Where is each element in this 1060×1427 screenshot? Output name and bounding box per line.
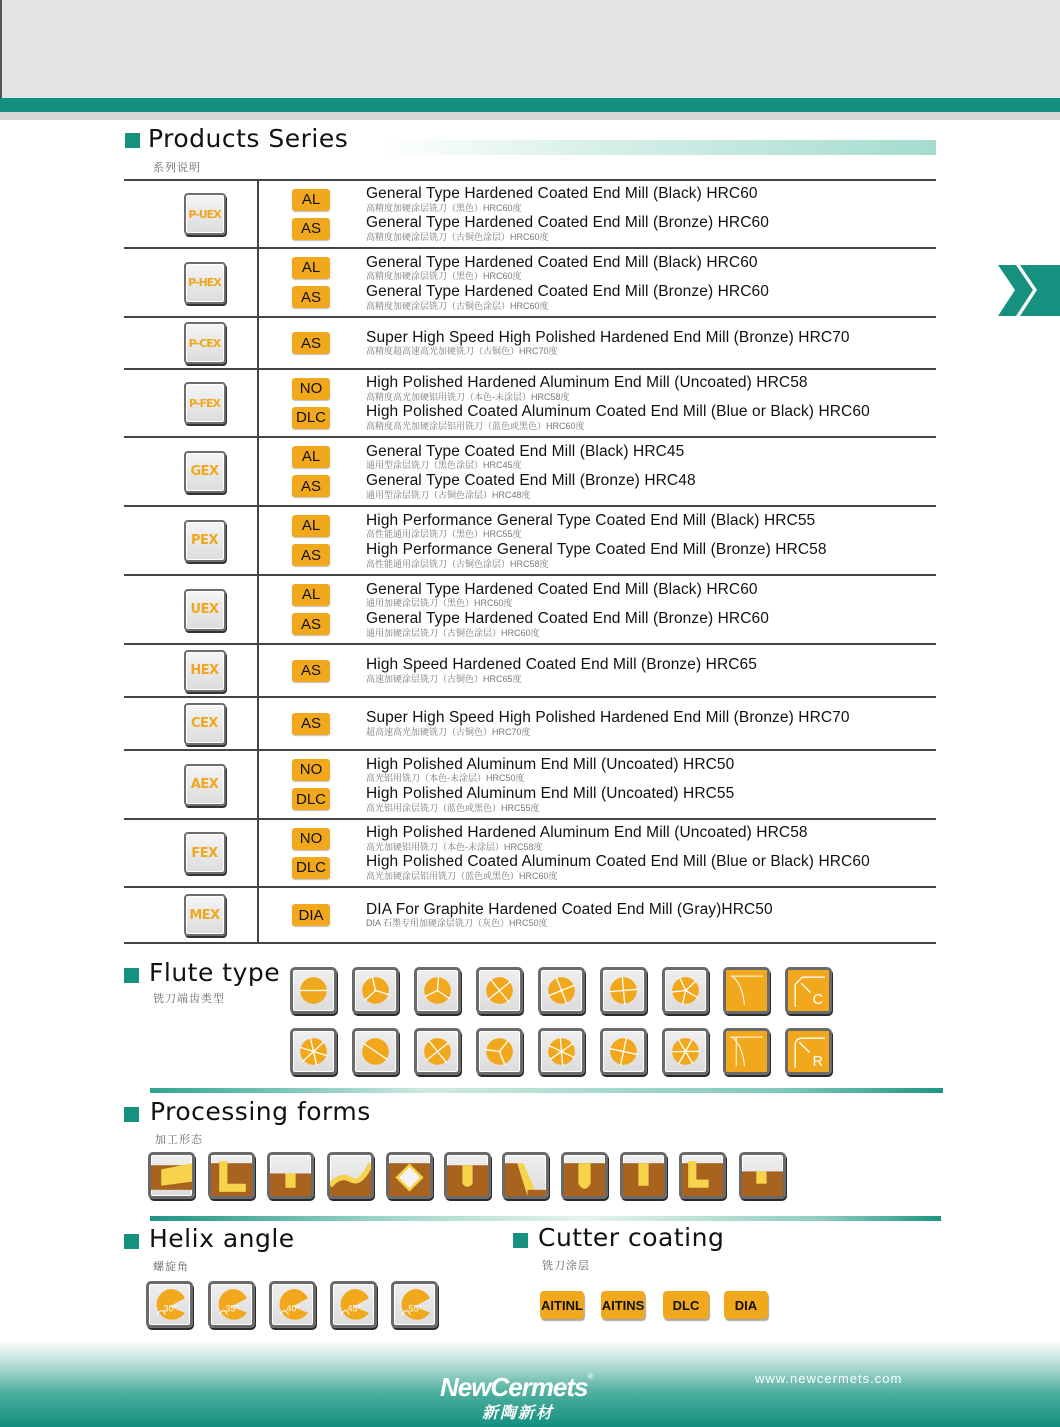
coating-badge: DLC: [292, 788, 330, 810]
coating-badge: NO: [292, 759, 330, 781]
description-en: High Performance General Type Coated End Mill (Bronze) HRC58: [366, 541, 827, 558]
helix-angle-value: 40°: [286, 1303, 301, 1314]
products-series-title: Products Series: [148, 124, 349, 153]
description-cn: 高性能通用涂层铣刀（黑色）HRC55度: [366, 529, 522, 539]
coating-badge: DIA: [292, 904, 330, 926]
description-en: DIA For Graphite Hardened Coated End Mill (Gray)HRC50: [366, 900, 773, 918]
helix-angle-value: 30°: [163, 1303, 178, 1314]
description-cn: 高精度加硬涂层铣刀（古铜色涂层）HRC60度: [366, 300, 549, 311]
series-row: [124, 370, 936, 438]
description-en: High Polished Coated Aluminum Coated End Mill (Blue or Black) HRC60: [366, 853, 870, 871]
item-description: [366, 375, 808, 402]
series-item: [259, 853, 936, 882]
description-cn: 高精度加硬涂层铣刀（黑色）HRC60度: [366, 271, 522, 281]
item-description: [366, 854, 870, 881]
description-en: Super High Speed High Polished Hardened End Mill (Bronze) HRC70: [366, 328, 850, 346]
coating-badge: AS: [292, 332, 330, 354]
item-description: [366, 757, 734, 784]
flute-4-spiral-icon: [414, 1028, 461, 1075]
svg-text:R: R: [812, 1053, 823, 1070]
series-key-button[interactable]: P-HEX: [184, 262, 226, 304]
description-en: General Type Hardened Coated End Mill (Black) HRC60: [366, 185, 758, 203]
helix-angle-value: 45°: [347, 1303, 362, 1314]
series-items: [259, 181, 936, 247]
flute-4-icon: [476, 967, 523, 1014]
flute-2-icon: [290, 967, 337, 1014]
header-shadow-stripe: [0, 112, 1060, 120]
series-item: [259, 708, 936, 740]
description-en: General Type Coated End Mill (Bronze) HRC48: [366, 472, 696, 489]
top-header-band: [0, 0, 1060, 98]
description-cn: 高光加硬铝用铣刀（本色-未涂层）HRC58度: [366, 841, 543, 852]
corner-radius-r-icon: [785, 1028, 832, 1075]
description-en: General Type Hardened Coated End Mill (Black) HRC60: [366, 580, 758, 598]
helix-angle-value: 55°: [408, 1303, 423, 1314]
description-en: General Type Hardened Coated End Mill (Bronze) HRC60: [366, 214, 769, 232]
description-en: High Speed Hardened Coated End Mill (Bronze) HRC65: [366, 656, 757, 674]
series-items: [259, 318, 936, 368]
series-key-button[interactable]: PEX: [184, 520, 226, 562]
series-key-button[interactable]: FEX: [184, 832, 226, 874]
item-description: [366, 710, 850, 737]
series-row: [124, 249, 936, 318]
taper-side-icon: [502, 1152, 549, 1199]
flute-type-subtitle: 铣刀端齿类型: [153, 993, 225, 1005]
series-cell: [124, 438, 259, 505]
svg-text:C: C: [812, 991, 823, 1008]
series-item: [259, 214, 936, 243]
helix-angle-icon: [330, 1281, 377, 1328]
description-cn: 高光铝用涂层铣刀（蓝色或黑色）HRC55度: [366, 802, 540, 813]
helix-angle-subtitle: 螺旋角: [153, 1261, 189, 1273]
coating-badge: AL: [292, 515, 330, 537]
description-cn: 高光加硬涂层铝用铣刀（蓝色或黑色）HRC60度: [366, 870, 558, 881]
flute-4-variable-icon: [538, 967, 585, 1014]
series-row: [124, 645, 936, 698]
description-cn: 通用加硬涂层铣刀（黑色）HRC60度: [366, 598, 513, 608]
flute-4-unequal-icon: [600, 967, 647, 1014]
coating-badge: AS: [292, 286, 330, 308]
item-description: [366, 611, 769, 638]
coating-badge: AL: [292, 584, 330, 606]
series-item: [259, 580, 936, 610]
coating-badge: DLC: [292, 407, 330, 429]
series-item: [259, 327, 936, 359]
description-cn: 高性能通用涂层铣刀（古铜色涂层）HRC58度: [366, 558, 549, 569]
brand-name: NewCermets: [440, 1372, 588, 1402]
item-description: [366, 473, 696, 500]
series-key-button[interactable]: GEX: [184, 451, 226, 493]
processing-forms-subtitle: 加工形态: [155, 1134, 203, 1146]
series-row: [124, 888, 936, 944]
description-cn: 通用型涂层铣刀（古铜色涂层）HRC48度: [366, 489, 531, 500]
series-cell: [124, 318, 259, 368]
section-marker-icon: [124, 968, 139, 983]
helix-angle-icon: [269, 1281, 316, 1328]
pocket-diamond-icon: [386, 1152, 433, 1199]
step-milling-icon: [679, 1152, 726, 1199]
series-items: [259, 438, 936, 505]
description-en: General Type Coated End Mill (Black) HRC45: [366, 442, 685, 460]
shallow-slot-icon: [739, 1152, 786, 1199]
series-cell: [124, 751, 259, 818]
series-key-button[interactable]: CEX: [184, 703, 226, 745]
teal-header-stripe: [0, 98, 1060, 112]
series-cell: [124, 645, 259, 696]
shoulder-milling-icon: [208, 1152, 255, 1199]
item-description: [366, 186, 758, 213]
series-cell: [124, 698, 259, 749]
series-row: [124, 820, 936, 888]
series-item: [259, 185, 936, 214]
description-en: General Type Hardened Coated End Mill (Bronze) HRC60: [366, 610, 769, 627]
series-key-button[interactable]: P-FEX: [184, 382, 226, 424]
series-cell: [124, 370, 259, 436]
description-en: General Type Hardened Coated End Mill (Black) HRC60: [366, 253, 758, 271]
flute-2-cross-icon: [352, 1028, 399, 1075]
coating-badge: AL: [292, 257, 330, 279]
series-item: [259, 472, 936, 502]
item-description: [366, 582, 758, 609]
series-item: [259, 541, 936, 571]
description-en: High Polished Coated Aluminum Coated End Mill (Blue or Black) HRC60: [366, 403, 870, 421]
series-item: [259, 655, 936, 687]
series-item: [259, 403, 936, 432]
profile-milling-icon: [327, 1152, 374, 1199]
item-description: [366, 902, 773, 929]
section-marker-icon: [513, 1233, 528, 1248]
cutter-coating-title: Cutter coating: [538, 1223, 725, 1252]
series-item: [259, 374, 936, 403]
description-cn: 高精度超高速高光加硬铣刀（古铜色）HRC70度: [366, 346, 558, 357]
series-row: [124, 698, 936, 751]
coating-badge: AS: [292, 660, 330, 682]
series-items: [259, 370, 936, 436]
item-description: [366, 786, 734, 813]
narrow-slot-icon: [620, 1152, 667, 1199]
flute-4-gear-icon: [600, 1028, 647, 1075]
series-cell: [124, 507, 259, 574]
helix-angle-icon: [208, 1281, 255, 1328]
flute-5-icon: [662, 967, 709, 1014]
description-cn: 高速加硬涂层铣刀（古铜色）HRC65度: [366, 673, 522, 684]
side-milling-icon: [148, 1152, 195, 1199]
products-series-subtitle: 系列说明: [153, 162, 201, 174]
section-divider: [150, 1216, 941, 1221]
series-item: [259, 610, 936, 640]
slotting-icon: [267, 1152, 314, 1199]
square-end-icon: [723, 1028, 770, 1075]
coating-aitinl-button[interactable]: AITINL: [540, 1291, 584, 1319]
series-items: [259, 820, 936, 886]
series-item: [259, 755, 936, 785]
item-description: [366, 330, 850, 357]
brand-name-cn: 新陶新材: [482, 1405, 555, 1422]
item-description: [366, 444, 684, 471]
section-marker-icon: [124, 1107, 139, 1122]
flute-3-unequal-icon: [414, 967, 461, 1014]
registered-mark: ®: [587, 1372, 593, 1381]
item-description: [366, 513, 815, 540]
coating-badge: AS: [292, 544, 330, 566]
description-en: High Polished Aluminum End Mill (Uncoated) HRC55: [366, 785, 735, 802]
deep-u-groove-icon: [561, 1152, 608, 1199]
coating-badge: AL: [292, 446, 330, 468]
description-cn: 高精度高光加硬涂层铝用铣刀（蓝色或黑色）HRC60度: [366, 420, 585, 431]
coating-badge: AS: [292, 713, 330, 735]
description-en: High Polished Hardened Aluminum End Mill (Uncoated) HRC58: [366, 374, 808, 392]
series-row: [124, 318, 936, 370]
series-cell: [124, 181, 259, 247]
website-link[interactable]: www.newcermets.com: [755, 1371, 903, 1386]
flute-3-icon: [352, 967, 399, 1014]
description-en: High Polished Aluminum End Mill (Uncoated) HRC50: [366, 755, 735, 773]
series-row: [124, 438, 936, 507]
series-cell: [124, 888, 259, 942]
flute-6-star-icon: [538, 1028, 585, 1075]
item-description: [366, 284, 769, 311]
series-key-button[interactable]: P-UEX: [184, 193, 226, 235]
series-row: [124, 751, 936, 820]
chamfer-c-icon: [785, 967, 832, 1014]
coating-dlc-button[interactable]: DLC: [663, 1291, 709, 1319]
description-cn: 通用加硬涂层铣刀（古铜色涂层）HRC60度: [366, 627, 540, 638]
helix-angle-icon: [146, 1281, 193, 1328]
description-cn: 高精度加硬涂层铣刀（黑色）HRC60度: [366, 202, 522, 213]
item-description: [366, 215, 769, 242]
item-description: [366, 657, 757, 684]
section-marker-icon: [124, 1234, 139, 1249]
description-cn: 高光铝用铣刀（本色-未涂层）HRC50度: [366, 773, 525, 783]
item-description: [366, 825, 808, 852]
series-items: [259, 576, 936, 643]
flute-type-title: Flute type: [149, 958, 281, 987]
series-row: [124, 576, 936, 645]
description-cn: 高精度高光加硬铝用铣刀（本色-未涂层）HRC58度: [366, 391, 570, 402]
flute-3-spiral-icon: [476, 1028, 523, 1075]
description-en: Super High Speed High Polished Hardened End Mill (Bronze) HRC70: [366, 709, 850, 727]
description-en: General Type Hardened Coated End Mill (Bronze) HRC60: [366, 283, 769, 300]
coating-badge: AS: [292, 218, 330, 240]
series-item: [259, 442, 936, 472]
description-cn: DIA 石墨专用加硬涂层铣刀（灰色）HRC50度: [366, 918, 548, 929]
series-key-button[interactable]: P-CEX: [184, 322, 226, 364]
coating-badge: AL: [292, 189, 330, 211]
section-divider: [150, 1088, 943, 1093]
description-cn: 通用型涂层铣刀（黑色涂层）HRC45度: [366, 460, 522, 470]
cutter-coating-subtitle: 铣刀涂层: [542, 1260, 590, 1272]
coating-dia-button[interactable]: DIA: [724, 1291, 768, 1319]
series-key-button[interactable]: AEX: [184, 764, 226, 806]
flute-6-icon: [290, 1028, 337, 1075]
series-row: [124, 507, 936, 576]
series-item: [259, 785, 936, 815]
u-groove-icon: [444, 1152, 491, 1199]
description-en: High Polished Hardened Aluminum End Mill (Uncoated) HRC58: [366, 824, 808, 842]
brand-logo: [440, 1372, 592, 1403]
coating-badge: DLC: [292, 857, 330, 879]
series-items: [259, 888, 936, 942]
coating-badge: AS: [292, 613, 330, 635]
description-cn: 高精度加硬涂层铣刀（古铜色涂层）HRC60度: [366, 231, 549, 242]
series-item: [259, 899, 936, 931]
series-item: [259, 283, 936, 313]
series-cell: [124, 249, 259, 316]
section-marker-icon: [125, 133, 140, 148]
series-items: [259, 698, 936, 749]
series-cell: [124, 576, 259, 643]
coating-badge: NO: [292, 828, 330, 850]
series-cell: [124, 820, 259, 886]
series-items: [259, 249, 936, 316]
processing-forms-title: Processing forms: [150, 1097, 371, 1126]
flute-6-round-icon: [662, 1028, 709, 1075]
series-items: [259, 645, 936, 696]
item-description: [366, 404, 870, 431]
title-gradient-bar: [380, 140, 936, 155]
helix-angle-icon: [391, 1281, 438, 1328]
description-en: High Performance General Type Coated End Mill (Black) HRC55: [366, 511, 816, 529]
coating-aitins-button[interactable]: AITINS: [601, 1291, 645, 1319]
products-series-table: [124, 179, 936, 944]
helix-angle-title: Helix angle: [149, 1224, 295, 1253]
flat-end-icon: [723, 967, 770, 1014]
series-item: [259, 511, 936, 541]
item-description: [366, 255, 758, 282]
series-item: [259, 824, 936, 853]
next-page-chevron-icon[interactable]: [988, 263, 1060, 318]
series-items: [259, 751, 936, 818]
series-row: [124, 181, 936, 249]
series-key-button[interactable]: MEX: [184, 894, 226, 936]
series-item: [259, 253, 936, 283]
item-description: [366, 542, 827, 569]
coating-badge: NO: [292, 378, 330, 400]
series-items: [259, 507, 936, 574]
coating-badge: AS: [292, 475, 330, 497]
description-cn: 超高速高光加硬铣刀（古铜色）HRC70度: [366, 726, 531, 737]
series-key-button[interactable]: UEX: [184, 589, 226, 631]
helix-angle-value: 35°: [225, 1303, 240, 1314]
series-key-button[interactable]: HEX: [184, 650, 226, 692]
